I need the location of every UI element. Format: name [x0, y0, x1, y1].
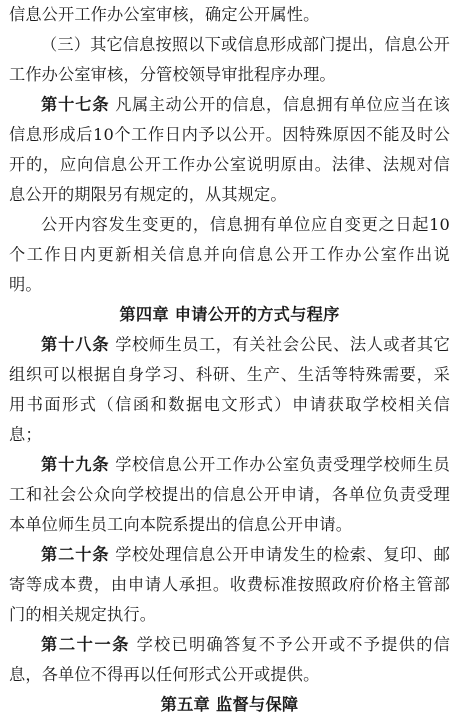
article-text: 学校信息公开工作办公室负责受理学校师生员工和社会公众向学校提出的信息公开申请，各单位负责受理本单位师生员工向本院系提出的信息公开申请。 — [9, 455, 451, 534]
paragraph-text: 信息公开工作办公室审核，确定公开属性。 — [9, 5, 320, 24]
article-17 — [9, 90, 450, 210]
paragraph-text: 公开内容发生变更的，信息拥有单位应自变更之日起10个工作日内更新相关信息并向信息公开工作办公室作出说明。 — [9, 215, 450, 294]
article-18 — [9, 330, 450, 450]
article-number: 第十七条 — [41, 95, 110, 114]
article-text: 学校师生员工，有关社会公民、法人或者其它组织可以根据自身学习、科研、生产、生活等特殊需要，采用书面形式（信函和数据电文形式）申请获取学校相关信息； — [9, 335, 451, 444]
article-20 — [9, 540, 450, 630]
article-number: 第十八条 — [41, 335, 110, 354]
article-text: 学校处理信息公开申请发生的检索、复印、邮寄等成本费，由申请人承担。收费标准按照政府价格主管部门的相关规定执行。 — [9, 545, 451, 624]
paragraph-item-three — [9, 30, 450, 90]
article-number: 第十九条 — [41, 455, 110, 474]
article-text: 凡属主动公开的信息，信息拥有单位应当在该信息形成后10个工作日内予以公开。因特殊原因不能及时公开的，应向信息公开工作办公室说明原由。法律、法规对信息公开的期限另有规定的，从其规定。 — [9, 95, 451, 204]
article-number: 第二十一条 — [41, 635, 131, 654]
paragraph-continuation — [9, 0, 450, 30]
article-21 — [9, 630, 450, 690]
paragraph-change-notice — [9, 210, 450, 300]
chapter-four-heading: 第四章 申请公开的方式与程序 — [119, 305, 340, 324]
article-number: 第二十条 — [41, 545, 110, 564]
article-text: 学校已明确答复不予公开或不予提供的信息，各单位不得再以任何形式公开或提供。 — [9, 635, 451, 684]
chapter-five-heading: 第五章 监督与保障 — [160, 695, 299, 714]
article-19 — [9, 450, 450, 540]
paragraph-text: （三）其它信息按照以下或信息形成部门提出，信息公开工作办公室审核，分管校领导审批程序办理。 — [9, 35, 450, 84]
